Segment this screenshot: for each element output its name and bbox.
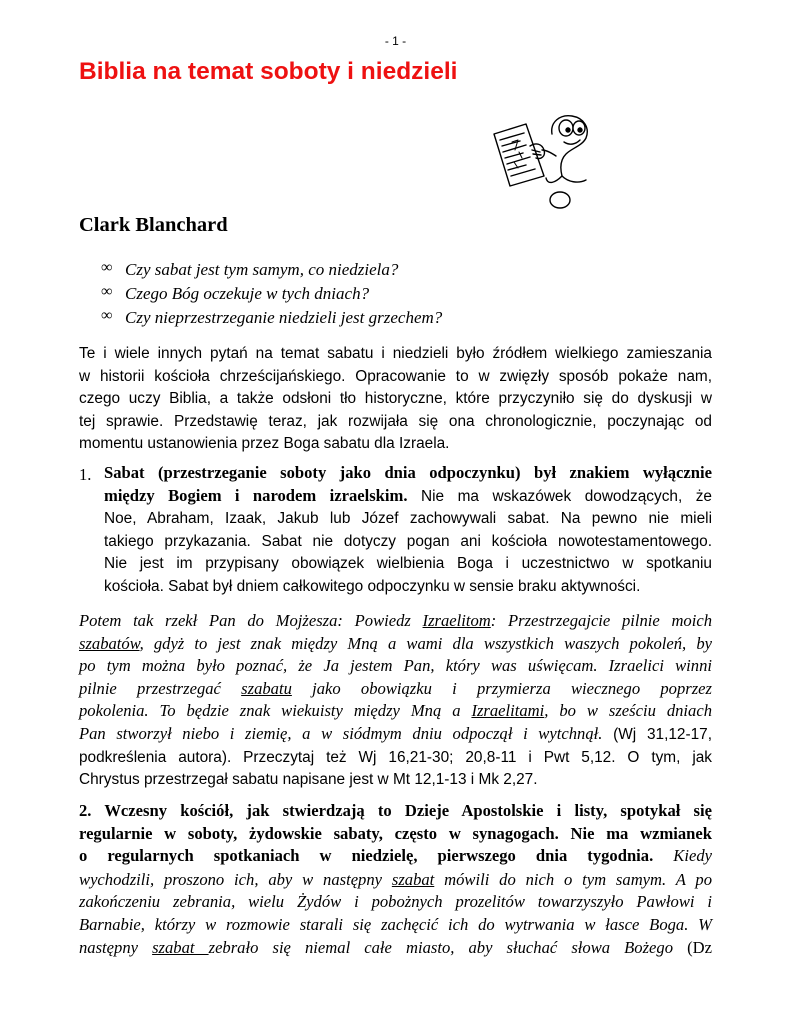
question-list	[101, 258, 442, 330]
author-name: Clark Blanchard	[79, 214, 228, 236]
list-item: ∞ Czego Bóg oczekuje w tych dniach?	[101, 282, 442, 306]
infinity-bullet-icon: ∞	[101, 283, 113, 300]
page-number: - 1 -	[384, 34, 407, 48]
infinity-bullet-icon: ∞	[101, 259, 113, 276]
cartoon-illustration	[486, 106, 612, 212]
section-2: 2. Wczesny kościół, jak stwierdzają to Dzieje Apostolskie i listy, spotykał się regularnie w soboty, żydowskie sabaty, często w synagogach. Nie ma wzmianek o regularnych spotkaniach w niedzielę, pierwszego dnia tygodnia. Kiedy wychodzili, proszono ich, aby w następny szabat mówili do nich o tym samym. A po zakończeniu zebrania, wielu Żydów i pobożnych prozelitów towarzyszyło Pawłowi i Barnabie, którzy w rozmowie starali się zachęcić ich do wytrwania w łasce Boga. W następny szabat zebrało się niemal całe miasto, aby słuchać słowa Bożego (Dz	[79, 801, 712, 957]
section-1: 1. Sabat (przestrzeganie soboty jako dnia odpoczynku) był znakiem wyłącznie między Bogiem i narodem izraelskim. Nie ma wskazówek dowodzących, że Noe, Abraham, Izaak, Jakub lub Józef zachowywali sabat. Na pewno nie mieli takiego przykazania. Sabat nie dotyczy pogan ani kościoła nowotestamentowego. Nie jest im przypisany obowiązek wielbienia Boga i uczestnictwo w spotkaniu kościoła. Sabat był dniem całkowitego odpoczynku w sensie braku aktywności.	[79, 463, 712, 595]
section-number: 1.	[79, 465, 92, 484]
infinity-bullet-icon: ∞	[101, 307, 113, 324]
scripture-quote: Potem tak rzekł Pan do Mojżesza: Powiedz Izraelitom: Przestrzegajcie pilnie moich szabatów, gdyż to jest znak między Mną a wami dla wszystkich waszych pokoleń, by po tym można było poznać, że Ja jestem Pan, który was uświęcam. Izraelici winni pilnie przestrzegać szabatu jako obowiązku i przymierza wiecznego poprzez pokolenia. To będzie znak wiekuisty między Mną a Izraelitami, bo w sześciu dniach Pan stworzył niebo i ziemię, a w siódmym dniu odpoczął i wytchnął. (Wj 31,12-17, podkreślenia autora). Przeczytaj też Wj 16,21-30; 20,8-11 i Pwt 5,12. O tym, jak Chrystus przestrzegał sabatu napisane jest w Mt 12,1-13 i Mk 2,27.	[79, 611, 712, 789]
intro-paragraph: Te i wiele innych pytań na temat sabatu i niedzieli było źródłem wielkiego zamieszania w historii kościoła chrześcijańskiego. Opracowanie to w zwięzły sposób pokaże nam, czego uczy Biblia, a także odsłoni tło historyczne, które przyczyniło się do dyskusji w tej sprawie. Przedstawię teraz, jak rozwijała się ona chronologicznie, poczynając od momentu ustanowienia przez Boga sabatu dla Izraela.	[79, 345, 712, 453]
list-item: ∞ Czy nieprzestrzeganie niedzieli jest grzechem?	[101, 306, 442, 330]
document-title: Biblia na temat soboty i niedzieli	[79, 58, 458, 85]
list-item: ∞ Czy sabat jest tym samym, co niedziela?	[101, 258, 442, 282]
